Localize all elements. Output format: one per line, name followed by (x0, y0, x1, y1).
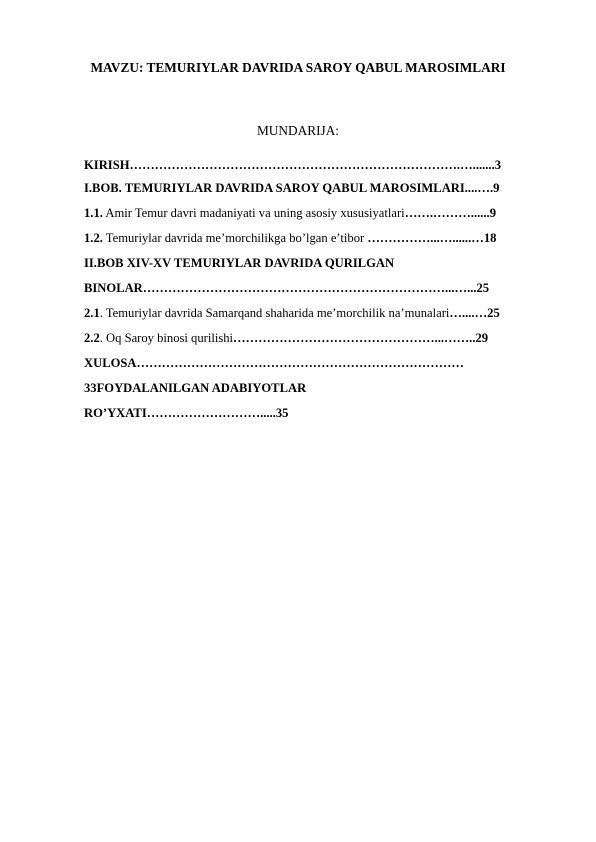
toc-section-number: 1.2. (84, 231, 103, 245)
toc-section-title: Temuriylar davrida me’morchilikga bo’lgan e’tibor (102, 231, 368, 245)
toc-entry-section-1-2 (84, 230, 496, 246)
toc-leader-dots: ……………...…......…18 (367, 231, 497, 245)
toc-entry-chapter-2-page: BINOLAR………………………………………………………………...…...25 (84, 281, 490, 295)
toc-entry-section-2-1 (84, 305, 500, 321)
toc-entry-bibliography-page: RO’YXATI……………………….....35 (84, 406, 289, 420)
toc-entry-section-2-2 (84, 330, 488, 346)
toc-leader-dots: …………………………………………...……..29 (233, 331, 489, 345)
toc-entry-chapter-1: I.BOB. TEMURIYLAR DAVRIDA SAROY QABUL MAROSIMLARI....….9 (84, 181, 500, 195)
toc-section-number: 1.1. (84, 206, 103, 220)
toc-leader-dots: …….………......9 (404, 206, 496, 220)
toc-entry-section-1-1 (84, 205, 496, 221)
toc-section-title: Amir Temur davri madaniyati va uning asosiy xususiyatlari (102, 206, 405, 220)
toc-entry-chapter-2-title: II.BOB XIV-XV TEMURIYLAR DAVRIDA QURILGAN (84, 256, 395, 270)
toc-section-number: 2.2 (84, 331, 100, 345)
toc-leader-dots: …....…25 (449, 306, 500, 320)
toc-entry-kirish: KIRISH…………………………………………………………………….….......3 (84, 158, 502, 172)
toc-section-title: . Oq Saroy binosi qurilishi (99, 331, 234, 345)
document-topic: MAVZU: TEMURIYLAR DAVRIDA SAROY QABUL MAROSIMLARI (90, 60, 506, 75)
toc-entry-conclusion: XULOSA…………………………………………………………………… (84, 356, 464, 370)
toc-section-title: . Temuriylar davrida Samarqand shaharida me’morchilik na’munalari (99, 306, 450, 320)
toc-section-number: 2.1 (84, 306, 100, 320)
contents-heading: MUNDARIJA: (256, 123, 339, 138)
toc-entry-bibliography-title: 33FOYDALANILGAN ADABIYOTLAR (84, 381, 307, 395)
